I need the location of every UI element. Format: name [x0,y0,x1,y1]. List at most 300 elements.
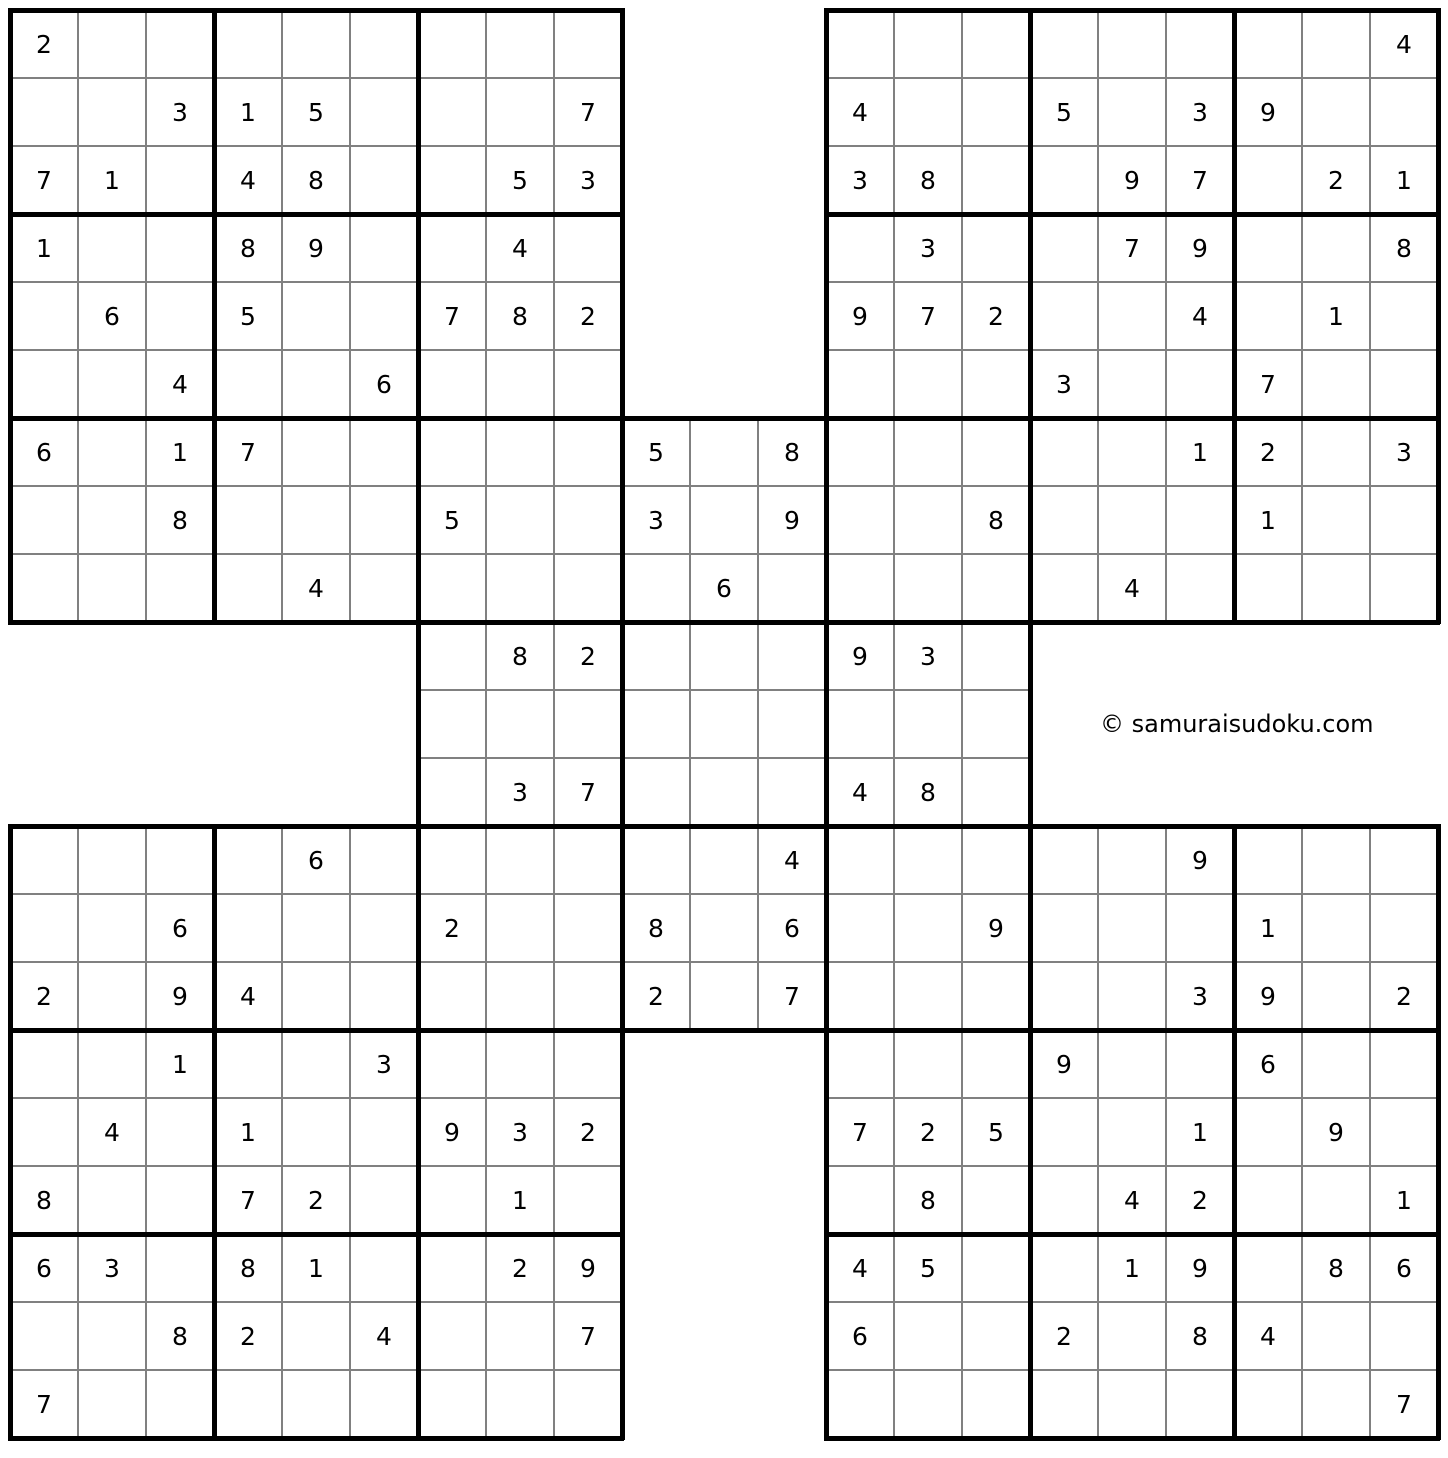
sudoku-cell[interactable] [554,1370,622,1438]
sudoku-cell[interactable] [1098,418,1166,486]
sudoku-cell[interactable] [894,826,962,894]
sudoku-cell: 7 [214,418,282,486]
sudoku-cell[interactable] [1030,1234,1098,1302]
sudoku-cell[interactable] [282,1302,350,1370]
sudoku-cell: 7 [1098,214,1166,282]
sudoku-cell[interactable] [690,486,758,554]
sudoku-cell[interactable] [10,1030,78,1098]
sudoku-cell[interactable] [78,214,146,282]
sudoku-cell[interactable] [78,78,146,146]
sudoku-cell[interactable] [214,1370,282,1438]
sudoku-cell: 2 [554,1098,622,1166]
sudoku-cell[interactable] [418,622,486,690]
sudoku-cell: 2 [1234,418,1302,486]
sudoku-cell[interactable] [826,1030,894,1098]
sudoku-cell[interactable] [350,10,418,78]
sudoku-cell[interactable] [622,758,690,826]
sudoku-cell[interactable] [78,350,146,418]
sudoku-cell[interactable] [350,1166,418,1234]
sudoku-cell[interactable] [1234,554,1302,622]
sudoku-cell: 9 [1302,1098,1370,1166]
sudoku-cell[interactable] [962,622,1030,690]
sudoku-cell[interactable] [1370,486,1438,554]
sudoku-cell[interactable] [350,486,418,554]
sudoku-cell[interactable] [486,1030,554,1098]
sudoku-cell[interactable] [826,962,894,1030]
sudoku-cell[interactable] [350,1370,418,1438]
sudoku-cell[interactable] [1098,10,1166,78]
sudoku-cell: 7 [554,78,622,146]
sudoku-cell[interactable] [418,962,486,1030]
sudoku-cell[interactable] [826,350,894,418]
sudoku-cell[interactable] [962,1234,1030,1302]
sudoku-cell[interactable] [1302,1302,1370,1370]
sudoku-cell[interactable] [146,554,214,622]
sudoku-cell: 8 [146,486,214,554]
sudoku-cell[interactable] [10,486,78,554]
sudoku-cell[interactable] [1166,1030,1234,1098]
sudoku-cell[interactable] [554,10,622,78]
sudoku-cell[interactable] [486,1370,554,1438]
sudoku-cell[interactable] [10,282,78,350]
sudoku-cell[interactable] [690,690,758,758]
sudoku-cell[interactable] [10,78,78,146]
sudoku-cell[interactable] [1302,1166,1370,1234]
sudoku-cell[interactable] [1302,78,1370,146]
sudoku-cell[interactable] [418,350,486,418]
sudoku-cell: 8 [1370,214,1438,282]
sudoku-cell[interactable] [826,1370,894,1438]
sudoku-cell[interactable] [962,1370,1030,1438]
sudoku-cell[interactable] [1030,10,1098,78]
sudoku-cell[interactable] [894,486,962,554]
sudoku-cell[interactable] [1302,214,1370,282]
sudoku-cell[interactable] [1030,214,1098,282]
sudoku-cell[interactable] [214,350,282,418]
sudoku-cell: 2 [1166,1166,1234,1234]
sudoku-cell[interactable] [1098,350,1166,418]
sudoku-cell[interactable] [282,1030,350,1098]
sudoku-cell[interactable] [962,1166,1030,1234]
sudoku-cell[interactable] [962,214,1030,282]
sudoku-cell: 3 [146,78,214,146]
sudoku-cell[interactable] [894,78,962,146]
sudoku-cell[interactable] [282,486,350,554]
sudoku-cell[interactable] [1370,350,1438,418]
sudoku-cell[interactable] [826,418,894,486]
sudoku-cell[interactable] [894,962,962,1030]
sudoku-cell: 7 [554,758,622,826]
sudoku-cell[interactable] [758,622,826,690]
sudoku-cell[interactable] [1370,1030,1438,1098]
sudoku-cell[interactable] [962,826,1030,894]
sudoku-cell[interactable] [10,554,78,622]
sudoku-cell[interactable] [826,1166,894,1234]
sudoku-cell: 8 [758,418,826,486]
sudoku-cell[interactable] [894,350,962,418]
sudoku-cell[interactable] [418,146,486,214]
sudoku-cell[interactable] [894,418,962,486]
sudoku-cell[interactable] [554,690,622,758]
sudoku-cell[interactable] [418,1302,486,1370]
sudoku-cell[interactable] [146,10,214,78]
sudoku-cell[interactable] [690,418,758,486]
sudoku-cell[interactable] [1166,554,1234,622]
sudoku-cell[interactable] [1370,826,1438,894]
sudoku-cell[interactable] [1302,962,1370,1030]
sudoku-cell[interactable] [350,78,418,146]
sudoku-cell[interactable] [1030,486,1098,554]
sudoku-cell[interactable] [554,554,622,622]
sudoku-cell[interactable] [962,350,1030,418]
sudoku-cell[interactable] [350,826,418,894]
sudoku-cell[interactable] [622,690,690,758]
sudoku-cell[interactable] [350,1098,418,1166]
sudoku-cell[interactable] [554,214,622,282]
cell-grid-line [8,77,624,79]
sudoku-cell[interactable] [962,10,1030,78]
sudoku-cell[interactable] [1166,10,1234,78]
sudoku-cell: 3 [894,214,962,282]
sudoku-cell[interactable] [350,214,418,282]
sudoku-cell[interactable] [486,894,554,962]
sudoku-cell[interactable] [350,282,418,350]
sudoku-cell: 7 [1166,146,1234,214]
sudoku-cell[interactable] [418,1166,486,1234]
sudoku-cell[interactable] [418,758,486,826]
sudoku-cell[interactable] [1030,826,1098,894]
sudoku-cell[interactable] [10,1302,78,1370]
sudoku-cell[interactable] [418,1030,486,1098]
sudoku-cell[interactable] [146,1370,214,1438]
sudoku-cell[interactable] [418,1370,486,1438]
sudoku-cell[interactable] [214,826,282,894]
sudoku-cell: 9 [1166,1234,1234,1302]
sudoku-cell[interactable] [418,690,486,758]
sudoku-cell[interactable] [962,758,1030,826]
sudoku-cell[interactable] [1302,826,1370,894]
box-border-line [416,620,1032,625]
sudoku-cell[interactable] [1030,894,1098,962]
sudoku-cell[interactable] [1030,1098,1098,1166]
sudoku-cell[interactable] [78,826,146,894]
cell-grid-line [757,416,759,1032]
sudoku-cell[interactable] [690,758,758,826]
box-border-line [8,824,13,1440]
cell-grid-line [8,281,624,283]
sudoku-cell[interactable] [1098,826,1166,894]
sudoku-cell: 6 [282,826,350,894]
sudoku-cell[interactable] [146,826,214,894]
cell-grid-line [824,893,1440,895]
sudoku-cell[interactable] [1234,282,1302,350]
sudoku-cell: 5 [282,78,350,146]
sudoku-cell[interactable] [1098,282,1166,350]
sudoku-cell[interactable] [690,622,758,690]
sudoku-cell[interactable] [962,1302,1030,1370]
sudoku-cell: 9 [1098,146,1166,214]
sudoku-cell[interactable] [78,1166,146,1234]
box-border-line [8,8,13,624]
sudoku-cell[interactable] [826,486,894,554]
sudoku-cell[interactable] [78,554,146,622]
sudoku-cell[interactable] [1030,554,1098,622]
sudoku-cell[interactable] [78,1030,146,1098]
sudoku-cell[interactable] [282,1098,350,1166]
sudoku-cell[interactable] [894,894,962,962]
sudoku-cell[interactable] [1370,894,1438,962]
sudoku-cell: 1 [486,1166,554,1234]
sudoku-cell[interactable] [350,418,418,486]
box-border-line [212,8,217,624]
sudoku-cell[interactable] [146,282,214,350]
sudoku-cell[interactable] [78,962,146,1030]
sudoku-cell: 6 [10,418,78,486]
sudoku-cell[interactable] [486,10,554,78]
sudoku-cell[interactable] [486,1302,554,1370]
sudoku-cell[interactable] [1098,894,1166,962]
cell-grid-line [1369,8,1371,624]
sudoku-cell[interactable] [1166,350,1234,418]
sudoku-cell[interactable] [622,554,690,622]
cell-grid-line [281,824,283,1440]
sudoku-cell[interactable] [894,1302,962,1370]
sudoku-cell[interactable] [146,146,214,214]
sudoku-cell[interactable] [1098,1098,1166,1166]
sudoku-cell[interactable] [486,350,554,418]
sudoku-cell[interactable] [962,418,1030,486]
sudoku-cell: 8 [622,894,690,962]
sudoku-cell[interactable] [622,826,690,894]
sudoku-cell[interactable] [690,962,758,1030]
sudoku-cell[interactable] [1234,1098,1302,1166]
sudoku-cell[interactable] [350,554,418,622]
sudoku-cell[interactable] [1302,894,1370,962]
cell-grid-line [824,1165,1440,1167]
sudoku-cell[interactable] [146,1234,214,1302]
sudoku-cell: 2 [282,1166,350,1234]
sudoku-cell[interactable] [1302,350,1370,418]
sudoku-cell[interactable] [690,826,758,894]
sudoku-cell: 5 [486,146,554,214]
sudoku-cell[interactable] [554,486,622,554]
sudoku-cell[interactable] [826,554,894,622]
cell-grid-line [485,824,487,1440]
sudoku-cell[interactable] [894,1370,962,1438]
sudoku-cell: 4 [1234,1302,1302,1370]
sudoku-cell[interactable] [1098,1302,1166,1370]
sudoku-cell[interactable] [894,554,962,622]
sudoku-cell: 8 [894,758,962,826]
sudoku-cell[interactable] [214,10,282,78]
sudoku-cell[interactable] [1234,214,1302,282]
sudoku-cell[interactable] [894,1030,962,1098]
sudoku-cell[interactable] [758,690,826,758]
sudoku-cell[interactable] [486,554,554,622]
sudoku-cell[interactable] [486,690,554,758]
sudoku-cell[interactable] [554,826,622,894]
sudoku-cell[interactable] [418,554,486,622]
sudoku-cell[interactable] [554,962,622,1030]
sudoku-cell: 4 [826,1234,894,1302]
sudoku-cell[interactable] [1302,1370,1370,1438]
sudoku-cell[interactable] [554,1166,622,1234]
sudoku-cell[interactable] [1098,486,1166,554]
sudoku-cell[interactable] [1098,1370,1166,1438]
sudoku-cell: 9 [826,282,894,350]
sudoku-cell[interactable] [10,826,78,894]
sudoku-cell[interactable] [350,146,418,214]
sudoku-cell[interactable] [1370,1302,1438,1370]
sudoku-cell[interactable] [690,894,758,962]
sudoku-cell: 2 [1302,146,1370,214]
sudoku-cell[interactable] [622,622,690,690]
sudoku-cell[interactable] [418,418,486,486]
sudoku-cell: 7 [826,1098,894,1166]
sudoku-cell[interactable] [962,1030,1030,1098]
sudoku-cell[interactable] [146,1166,214,1234]
sudoku-cell[interactable] [10,350,78,418]
sudoku-cell[interactable] [418,826,486,894]
sudoku-cell[interactable] [1234,1166,1302,1234]
sudoku-cell[interactable] [1234,1234,1302,1302]
sudoku-cell[interactable] [962,554,1030,622]
sudoku-cell[interactable] [486,962,554,1030]
cell-grid-line [1165,8,1167,624]
sudoku-cell[interactable] [758,554,826,622]
sudoku-cell[interactable] [282,418,350,486]
sudoku-cell[interactable] [418,214,486,282]
sudoku-cell[interactable] [826,10,894,78]
sudoku-cell: 4 [758,826,826,894]
sudoku-cell[interactable] [1234,826,1302,894]
sudoku-cell[interactable] [826,690,894,758]
sudoku-cell[interactable] [214,486,282,554]
sudoku-cell[interactable] [894,690,962,758]
sudoku-cell[interactable] [350,962,418,1030]
sudoku-cell[interactable] [78,1302,146,1370]
sudoku-cell[interactable] [214,894,282,962]
sudoku-cell[interactable] [1234,1370,1302,1438]
sudoku-cell[interactable] [78,486,146,554]
sudoku-cell[interactable] [214,1030,282,1098]
sudoku-cell: 2 [10,10,78,78]
sudoku-cell[interactable] [10,894,78,962]
sudoku-cell[interactable] [78,1370,146,1438]
sudoku-cell[interactable] [418,1234,486,1302]
sudoku-cell: 9 [554,1234,622,1302]
sudoku-cell[interactable] [1166,486,1234,554]
sudoku-cell[interactable] [282,1370,350,1438]
cell-grid-line [77,8,79,624]
sudoku-cell[interactable] [962,78,1030,146]
sudoku-cell[interactable] [1098,78,1166,146]
sudoku-cell[interactable] [826,214,894,282]
sudoku-cell: 8 [962,486,1030,554]
sudoku-cell[interactable] [486,78,554,146]
sudoku-cell[interactable] [826,826,894,894]
sudoku-cell[interactable] [962,962,1030,1030]
sudoku-cell[interactable] [78,418,146,486]
sudoku-cell: 8 [146,1302,214,1370]
sudoku-cell[interactable] [962,146,1030,214]
sudoku-cell[interactable] [486,486,554,554]
sudoku-cell[interactable] [554,1030,622,1098]
sudoku-cell[interactable] [78,10,146,78]
sudoku-cell: 3 [1166,962,1234,1030]
sudoku-cell[interactable] [894,10,962,78]
sudoku-cell[interactable] [214,554,282,622]
sudoku-cell[interactable] [1030,418,1098,486]
sudoku-cell[interactable] [418,10,486,78]
sudoku-cell[interactable] [1302,554,1370,622]
sudoku-cell: 1 [1370,146,1438,214]
sudoku-cell: 9 [1234,78,1302,146]
sudoku-cell[interactable] [1166,894,1234,962]
sudoku-cell[interactable] [1234,10,1302,78]
sudoku-cell[interactable] [826,894,894,962]
sudoku-cell[interactable] [282,350,350,418]
sudoku-cell[interactable] [10,1098,78,1166]
sudoku-cell[interactable] [282,282,350,350]
sudoku-cell[interactable] [146,214,214,282]
sudoku-cell[interactable] [1030,962,1098,1030]
sudoku-cell[interactable] [962,690,1030,758]
sudoku-cell[interactable] [486,826,554,894]
sudoku-cell[interactable] [486,418,554,486]
sudoku-cell[interactable] [282,894,350,962]
sudoku-cell[interactable] [1370,554,1438,622]
sudoku-cell[interactable] [1370,282,1438,350]
box-border-line [416,416,1032,421]
box-border-line [824,212,1440,217]
sudoku-cell[interactable] [758,758,826,826]
sudoku-cell[interactable] [1302,486,1370,554]
sudoku-cell[interactable] [1030,1370,1098,1438]
sudoku-cell[interactable] [1030,1166,1098,1234]
sudoku-cell[interactable] [418,78,486,146]
sudoku-cell[interactable] [1166,1370,1234,1438]
sudoku-cell: 3 [554,146,622,214]
cell-grid-line [824,961,1440,963]
sudoku-cell[interactable] [146,1098,214,1166]
sudoku-cell[interactable] [1098,962,1166,1030]
sudoku-cell[interactable] [554,418,622,486]
sudoku-cell: 7 [1234,350,1302,418]
sudoku-cell[interactable] [1030,146,1098,214]
sudoku-cell[interactable] [350,894,418,962]
sudoku-cell[interactable] [1302,1030,1370,1098]
cell-grid-line [77,824,79,1440]
sudoku-cell[interactable] [1370,78,1438,146]
sudoku-cell[interactable] [1370,1098,1438,1166]
sudoku-cell[interactable] [1302,418,1370,486]
sudoku-cell[interactable] [78,894,146,962]
sudoku-cell[interactable] [1302,10,1370,78]
sudoku-cell: 5 [214,282,282,350]
sudoku-cell[interactable] [1234,146,1302,214]
box-border-line [1232,8,1237,624]
sudoku-cell[interactable] [554,894,622,962]
sudoku-cell[interactable] [282,962,350,1030]
sudoku-cell[interactable] [350,1234,418,1302]
sudoku-cell[interactable] [1098,1030,1166,1098]
cell-grid-line [8,145,624,147]
sudoku-cell[interactable] [554,350,622,418]
sudoku-cell[interactable] [1030,282,1098,350]
cell-grid-line [689,416,691,1032]
sudoku-cell[interactable] [282,10,350,78]
